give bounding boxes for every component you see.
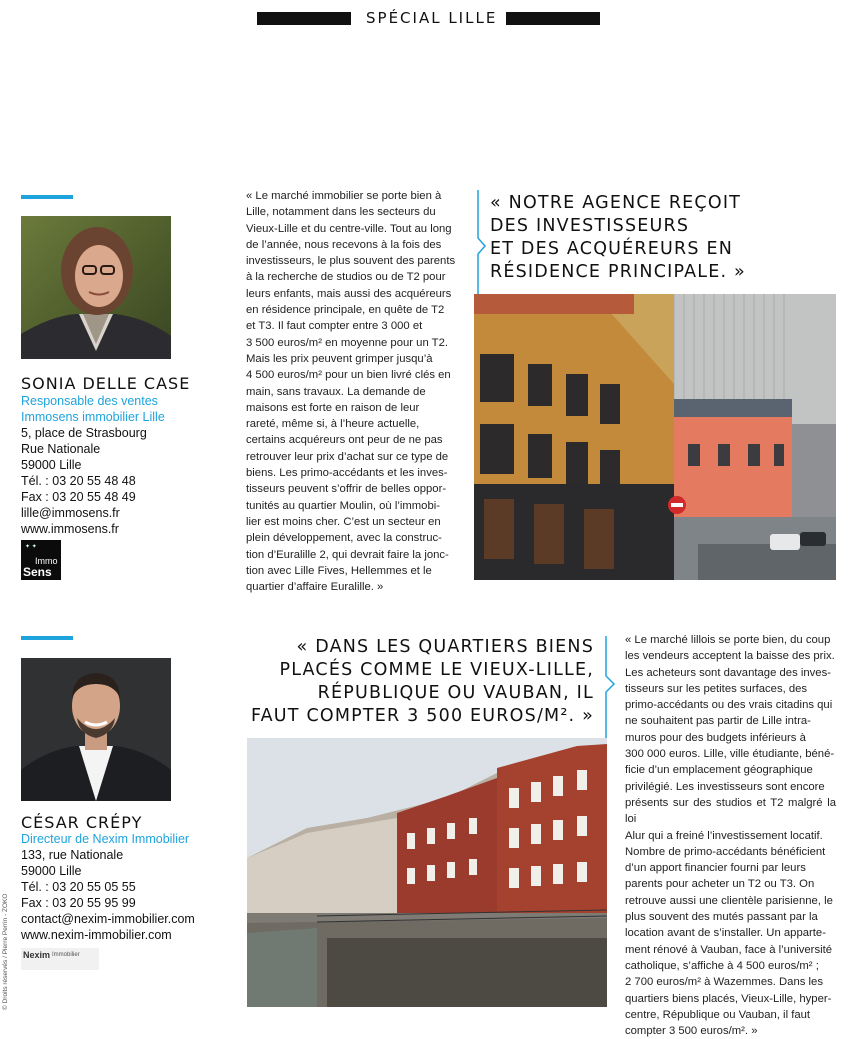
header-bar-left (257, 12, 351, 25)
accent-rule-agent1 (21, 195, 73, 199)
agent2-website[interactable]: www.nexim-immobilier.com (21, 928, 172, 942)
article2-line: compter 3 500 euros/m². » (625, 1025, 758, 1038)
pullquote2-line: RÉPUBLIQUE OU VAUBAN, IL (317, 683, 594, 703)
nexim-logo-main: Nexim (23, 950, 51, 960)
article1-line: Lille, notamment dans les secteurs du (246, 206, 436, 219)
immosens-logo-bottom: Sens (23, 565, 52, 579)
article1-line: à la recherche de studios ou de T2 pour (246, 271, 446, 284)
header-bar-right (506, 12, 600, 25)
pullquote1-line: « NOTRE AGENCE REÇOIT (490, 193, 742, 213)
article2-line: 2 700 euros/m² à Wazemmes. Dans les (625, 976, 823, 989)
article1-line: rareté, même si, à l’heure actuelle, (246, 418, 420, 431)
lille-quay-houses-icon (247, 738, 607, 1007)
article1-line: Vieux-Lille et du centre-ville. Tout au long (246, 222, 452, 235)
agent2-address1: 133, rue Nationale (21, 848, 124, 862)
agent2-email[interactable]: contact@nexim-immobilier.com (21, 912, 195, 926)
article2-line: présents sur des studios et T2 malgré la loi (625, 796, 836, 826)
pullquote2-line: FAUT COMPTER 3 500 EUROS/M². » (250, 706, 594, 726)
article1-line: tunités au quartier Moulin, où l’immobi- (246, 499, 441, 512)
pullquote1-bracket (472, 190, 486, 310)
article1-line: investisseurs, le plus souvent des parents (246, 255, 456, 268)
article2-line: Les acheteurs sont davantage des inves- (625, 666, 831, 679)
article1-line: retrouver leur prix d’achat sur ce type de (246, 450, 449, 463)
logo-stars-icon: ✦ ✦ (25, 544, 37, 550)
article1-line: leurs enfants, mais aussi des acquéreurs (246, 287, 452, 300)
article1-line: 4 500 euros/m² pour un bien livré clés en (246, 369, 451, 382)
article2-line: privilégié. Les investisseurs sont encore (625, 780, 825, 793)
article2-line: quartiers biens placés, Vieux-Lille, hyper- (625, 992, 832, 1005)
portrait-woman-icon (21, 216, 171, 359)
article1-line: « Le marché immobilier se porte bien à (246, 190, 442, 202)
article1-body (246, 188, 458, 595)
article2-line: ne souhaitent pas partir de Lille intra- (625, 715, 811, 728)
agent1-name: SONIA DELLE CASE (21, 374, 191, 393)
pullquote1-line: DES INVESTISSEURS (490, 216, 690, 236)
agent2-name: CÉSAR CRÉPY (21, 813, 143, 832)
pullquote2 (232, 636, 594, 728)
pullquote1-line: ET DES ACQUÉREURS EN (490, 239, 734, 259)
agent1-contact (21, 425, 147, 537)
article1-line: lier est moins cher. C’est un secteur en (246, 515, 441, 528)
pullquote2-line: PLACÉS COMME LE VIEUX-LILLE, (279, 660, 594, 680)
agent1-tel: Tél. : 03 20 55 48 48 (21, 474, 136, 488)
immosens-logo (21, 540, 61, 580)
article2-line: ment rénové à Vauban, face à l’université (625, 943, 833, 956)
accent-rule-agent2 (21, 636, 73, 640)
article1-line: tion d’Euralille 2, qui devrait faire la jonc- (246, 548, 449, 561)
pullquote1 (490, 192, 850, 284)
article1-line: main, sans travaux. La demande de (246, 385, 426, 398)
article1-line: en résidence principale, en quête de T2 (246, 304, 445, 317)
agent2-contact (21, 847, 195, 943)
photo-credit: © Droits réservés / Pierre Perrin - ZOKO (2, 893, 9, 1010)
article2-photo (247, 738, 607, 1007)
article1-photo (474, 294, 836, 580)
article1-line: plein développement, avec la construc- (246, 532, 442, 545)
agent1-address1: 5, place de Strasbourg (21, 426, 147, 440)
agent1-role-line1: Responsable des ventes (21, 394, 158, 408)
article2-line: les vendeurs acceptent la baisse des prix. (625, 650, 835, 663)
article2-line: location avant de s’installer. Un apparte- (625, 927, 826, 940)
article2-line: primo-accédants ou des vrais citadins qui (625, 699, 833, 712)
article1-line: Mais les prix peuvent grimper jusqu’à (246, 352, 433, 365)
article1-line: quartier d’affaire Euralille. » (246, 581, 384, 594)
immosens-logo-top: Immo (35, 556, 58, 566)
section-rubric: SPÉCIAL LILLE (366, 9, 498, 27)
article2-line: tisseurs sur les petites surfaces, des (625, 682, 808, 695)
nexim-logo (21, 948, 99, 970)
article2-line: ficie d’un emplacement géographique (625, 764, 813, 777)
agent1-photo (21, 216, 171, 359)
article2-line: plus souvent des mutés passant par la (625, 911, 818, 924)
nexim-logo-sub: Immobilier (52, 952, 80, 958)
agent1-email[interactable]: lille@immosens.fr (21, 506, 120, 520)
article2-line: « Le marché lillois se porte bien, du coup (625, 634, 831, 646)
article1-line: de l’année, nous recevons à la fois des (246, 238, 442, 251)
agent2-photo (21, 658, 171, 801)
article1-line: 3 500 euros/m² en moyenne pour un T2. (246, 336, 449, 349)
agent2-role: Directeur de Nexim Immobilier (21, 832, 190, 846)
article2-line: d’un apport financier fourni par leurs (625, 862, 806, 875)
agent1-city: 59000 Lille (21, 458, 82, 472)
article1-line: tisseurs peuvent s’offrir de belles oppor- (246, 483, 447, 496)
article2-line: 300 000 euros. Lille, ville étudiante, béné- (625, 748, 835, 761)
article2-body (625, 632, 836, 1039)
agent1-website[interactable]: www.immosens.fr (21, 522, 119, 536)
article2-line: centre, République ou Vauban, il faut (625, 1008, 811, 1021)
agent1-address2: Rue Nationale (21, 442, 101, 456)
article2-line: Nombre de primo-accédants bénéficient (625, 845, 826, 858)
article1-line: certains acquéreurs ont peur de ne pas (246, 434, 443, 447)
article1-line: biens. Les primo-accédants et les inves- (246, 467, 448, 480)
agent1-role-line2: Immosens immobilier Lille (21, 410, 165, 424)
article2-line: Alur qui a freiné l’investissement locatif. (625, 829, 823, 842)
article1-line: tion avec Lille Fives, Hellemmes et le (246, 564, 432, 577)
portrait-man-icon (21, 658, 171, 801)
article2-line: catholique, s’affiche à 4 500 euros/m² ; (625, 959, 819, 972)
agent2-city: 59000 Lille (21, 864, 82, 878)
agent2-fax: Fax : 03 20 55 95 99 (21, 896, 136, 910)
article2-line: parents pour acheter un T2 ou T3. On (625, 878, 815, 891)
agent1-fax: Fax : 03 20 55 48 49 (21, 490, 136, 504)
agent1-role (21, 393, 165, 425)
article2-line: retrouve aussi une clientèle parisienne, le (625, 894, 833, 907)
pullquote2-line: « DANS LES QUARTIERS BIENS (296, 637, 594, 657)
article1-line: maisons est forte en raison de leur (246, 401, 420, 414)
pullquote1-line: RÉSIDENCE PRINCIPALE. » (490, 262, 746, 282)
agent2-tel: Tél. : 03 20 55 05 55 (21, 880, 136, 894)
vieux-lille-facade-icon (474, 294, 836, 580)
article2-line: muros pour des budgets inférieurs à (625, 731, 806, 744)
article1-line: et T3. Il faut compter entre 3 000 et (246, 320, 423, 333)
